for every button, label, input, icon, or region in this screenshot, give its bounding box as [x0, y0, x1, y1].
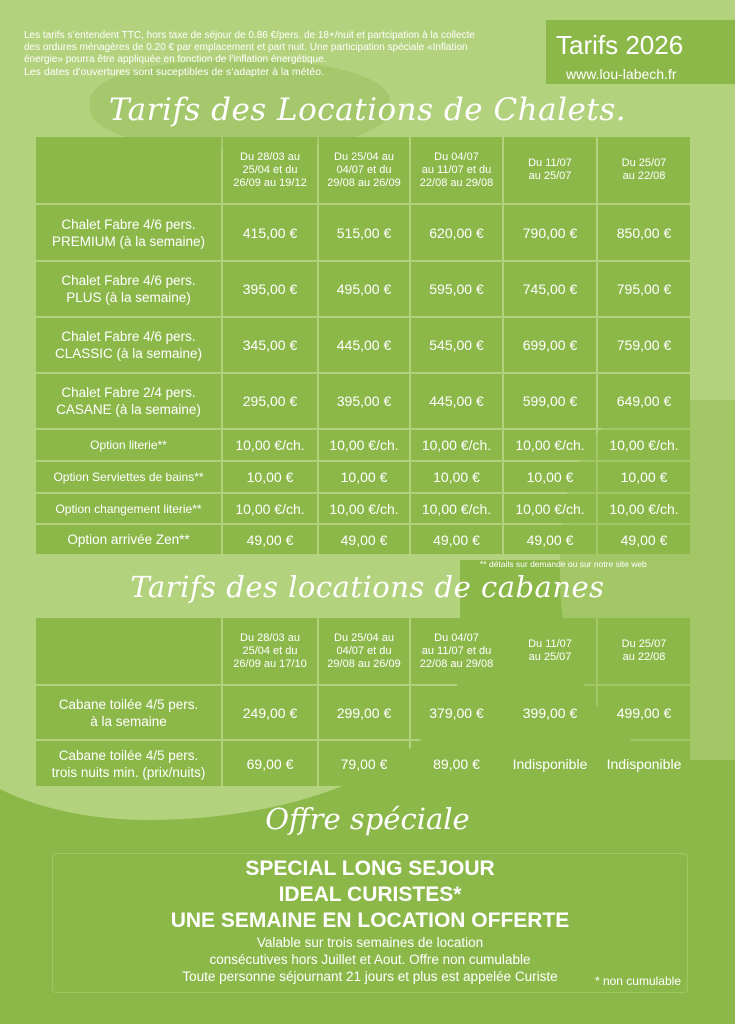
period-header: Du 11/07 au 25/07 — [504, 137, 596, 203]
price-cell: 395,00 € — [319, 374, 409, 428]
price-cell: 10,00 €/ch. — [411, 430, 502, 460]
price-cell: 10,00 € — [319, 462, 409, 492]
special-offer-box — [52, 853, 688, 993]
price-cell: 545,00 € — [411, 318, 502, 372]
price-cell: Indisponible — [598, 741, 690, 786]
price-cell: 10,00 €/ch. — [319, 494, 409, 523]
row-label: Cabane toilée 4/5 pers. à la semaine — [36, 686, 221, 739]
price-cell: 10,00 € — [411, 462, 502, 492]
price-cell: 399,00 € — [504, 686, 596, 739]
price-cell: 10,00 € — [504, 462, 596, 492]
note-line: des ordures ménagères de 0.20 € par emplacement et part nuit. Une participation spéciale «Inflation — [24, 42, 468, 53]
offer-note: * non cumulable — [594, 974, 681, 988]
price-cell: 49,00 € — [504, 525, 596, 554]
price-cell: 10,00 €/ch. — [411, 494, 502, 523]
price-cell: 79,00 € — [319, 741, 409, 786]
row-label: Option literie** — [36, 430, 221, 460]
price-cell: 599,00 € — [504, 374, 596, 428]
price-cell: 795,00 € — [598, 262, 690, 316]
price-cell: 10,00 € — [598, 462, 690, 492]
period-header: Du 25/04 au 04/07 et du 29/08 au 26/09 — [319, 137, 409, 203]
price-cell: 495,00 € — [319, 262, 409, 316]
offer-detail: Valable sur trois semaines de location — [256, 935, 484, 950]
price-cell: 745,00 € — [504, 262, 596, 316]
price-cell: 515,00 € — [319, 205, 409, 260]
table-corner-cell — [36, 137, 221, 203]
price-cell: 699,00 € — [504, 318, 596, 372]
price-cell: 10,00 €/ch. — [223, 430, 317, 460]
price-cell: 10,00 €/ch. — [504, 494, 596, 523]
website-link[interactable]: www.lou-labech.fr — [566, 66, 677, 82]
period-header: Du 25/04 au 04/07 et du 29/08 au 26/09 — [319, 618, 409, 684]
price-cell: 69,00 € — [223, 741, 317, 786]
price-cell: 295,00 € — [223, 374, 317, 428]
period-header: Du 04/07 au 11/07 et du 22/08 au 29/08 — [411, 137, 502, 203]
period-header: Du 25/07 au 22/08 — [598, 137, 690, 203]
price-cell: 49,00 € — [598, 525, 690, 554]
price-cell: 445,00 € — [319, 318, 409, 372]
offer-headline: SPECIAL LONG SEJOUR — [245, 857, 495, 880]
price-cell: 395,00 € — [223, 262, 317, 316]
price-cell: 10,00 €/ch. — [504, 430, 596, 460]
price-cell: 345,00 € — [223, 318, 317, 372]
price-cell: Indisponible — [504, 741, 596, 786]
row-label: Option arrivée Zen** — [36, 525, 221, 554]
price-cell: 89,00 € — [411, 741, 502, 786]
period-header: Du 25/07 au 22/08 — [598, 618, 690, 684]
row-label: Chalet Fabre 4/6 pers. PLUS (à la semaine) — [36, 262, 221, 316]
row-label: Chalet Fabre 4/6 pers. PREMIUM (à la semaine) — [36, 205, 221, 260]
price-cell: 10,00 €/ch. — [319, 430, 409, 460]
row-label: Chalet Fabre 2/4 pers. CASANE (à la semaine) — [36, 374, 221, 428]
cabanes-price-table — [36, 618, 690, 786]
price-cell: 790,00 € — [504, 205, 596, 260]
price-cell: 595,00 € — [411, 262, 502, 316]
offer-headline: UNE SEMAINE EN LOCATION OFFERTE — [170, 909, 570, 932]
period-header: Du 28/03 au 25/04 et du 26/09 au 17/10 — [223, 618, 317, 684]
price-cell: 10,00 €/ch. — [598, 430, 690, 460]
period-header: Du 04/07 au 11/07 et du 22/08 au 29/08 — [411, 618, 502, 684]
price-cell: 49,00 € — [411, 525, 502, 554]
chalets-price-table — [36, 137, 690, 554]
row-label: Chalet Fabre 4/6 pers. CLASSIC (à la semaine) — [36, 318, 221, 372]
offer-detail: Toute personne séjournant 21 jours et plus est appelée Curiste — [182, 969, 558, 984]
note-line: Les tarifs s’entendent TTC, hors taxe de séjour de 0.86 €/pers. de 18+/nuit et partcipation à la collecte — [24, 30, 475, 41]
note-line: énergie» pourra être appliquée en fonction de l’inflation énergétique. — [24, 54, 327, 65]
pricing-conditions-note — [24, 30, 554, 78]
note-line: Les dates d’ouvertures sont suceptibles de s’adapter à la météo. — [24, 66, 325, 78]
price-cell: 759,00 € — [598, 318, 690, 372]
row-label: Option Serviettes de bains** — [36, 462, 221, 492]
offer-detail: consécutives hors Juillet et Aout. Offre non cumulable — [209, 952, 531, 967]
offer-section-title: Offre spéciale — [265, 802, 470, 836]
cabanes-section-title: Tarifs des locations de cabanes — [130, 570, 605, 604]
price-cell: 299,00 € — [319, 686, 409, 739]
price-cell: 620,00 € — [411, 205, 502, 260]
row-label: Cabane toilée 4/5 pers. trois nuits min. (prix/nuits) — [36, 741, 221, 786]
price-cell: 415,00 € — [223, 205, 317, 260]
price-cell: 850,00 € — [598, 205, 690, 260]
price-cell: 649,00 € — [598, 374, 690, 428]
price-cell: 499,00 € — [598, 686, 690, 739]
price-cell: 10,00 €/ch. — [598, 494, 690, 523]
table-corner-cell — [36, 618, 221, 684]
price-cell: 49,00 € — [223, 525, 317, 554]
price-cell: 10,00 € — [223, 462, 317, 492]
row-label: Option changement literie** — [36, 494, 221, 523]
price-cell: 445,00 € — [411, 374, 502, 428]
tarifs-year-title: Tarifs 2026 — [556, 30, 684, 60]
period-header: Du 28/03 au 25/04 et du 26/09 au 19/12 — [223, 137, 317, 203]
price-cell: 10,00 €/ch. — [223, 494, 317, 523]
period-header: Du 11/07 au 25/07 — [504, 618, 596, 684]
price-cell: 249,00 € — [223, 686, 317, 739]
offer-headline: IDEAL CURISTES* — [278, 883, 462, 906]
price-cell: 49,00 € — [319, 525, 409, 554]
price-cell: 379,00 € — [411, 686, 502, 739]
chalets-section-title: Tarifs des Locations de Chalets. — [108, 92, 627, 128]
chalets-footnote: ** détails sur demande ou sur notre site web — [480, 559, 647, 569]
